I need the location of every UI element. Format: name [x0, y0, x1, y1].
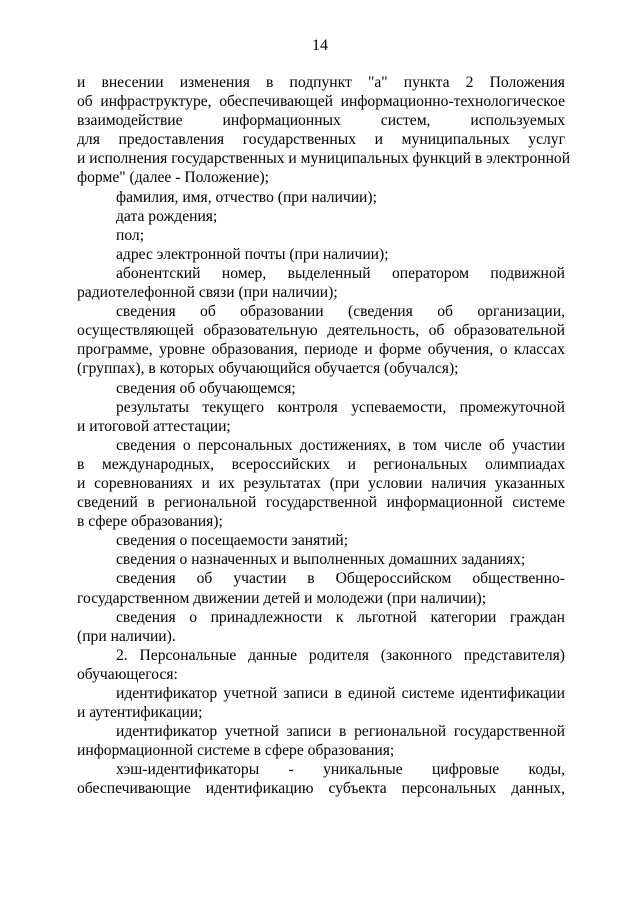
text-line: сведения о принадлежности к льготной категории граждан	[116, 608, 565, 626]
text-line: для предоставления государственных и муниципальных услуг	[77, 131, 565, 149]
text-line: об инфраструктуре, обеспечивающей информационно-технологическое	[77, 93, 565, 111]
text-line: и итоговой аттестации;	[77, 417, 231, 435]
text-line: сведения о назначенных и выполненных домашних заданиях;	[116, 551, 526, 569]
text-line: осуществляющей образовательную деятельность, об образовательной	[77, 322, 565, 340]
text-line: сведений в региональной государственной информационной системе	[77, 494, 565, 512]
text-line: государственном движении детей и молодежи (при наличии);	[77, 589, 487, 607]
document-body	[77, 73, 571, 799]
text-line: информационной системе в сфере образования;	[77, 742, 395, 760]
text-line: форме" (далее - Положение);	[77, 169, 269, 187]
text-line: 2. Персональные данные родителя (законного представителя)	[116, 646, 565, 664]
text-line: программе, уровне образования, периоде и форме обучения, о классах	[77, 341, 565, 359]
text-line: и соревнованиях и их результатах (при условии наличия указанных	[77, 474, 565, 492]
text-line: идентификатор учетной записи в региональной государственной	[116, 723, 565, 741]
text-line: сведения об образовании (сведения об организации,	[116, 303, 565, 321]
text-line: и внесении изменения в подпункт "а" пункта 2 Положения	[77, 74, 565, 91]
text-line: обучающегося:	[77, 665, 178, 683]
text-line: сведения о персональных достижениях, в том числе об участии	[116, 436, 565, 454]
text-line: сведения об участии в Общероссийском общественно-	[116, 570, 565, 588]
text-line: результаты текущего контроля успеваемости, промежуточной	[116, 398, 565, 416]
text-line: в сфере образования);	[77, 513, 223, 531]
text-line: пол;	[116, 226, 145, 244]
text-line: сведения о посещаемости занятий;	[116, 532, 349, 550]
text-line: (группах), в которых обучающийся обучается (обучался);	[77, 360, 459, 378]
text-line: хэш-идентификаторы - уникальные цифровые коды,	[116, 761, 565, 779]
text-line: и аутентификации;	[77, 704, 203, 722]
text-line: взаимодействие информационных систем, используемых	[77, 112, 565, 130]
text-line: абонентский номер, выделенный оператором подвижной	[116, 264, 565, 282]
text-line: в международных, всероссийских и региональных олимпиадах	[77, 455, 565, 473]
text-line: (при наличии).	[77, 627, 176, 645]
text-line: сведения об обучающемся;	[116, 379, 296, 397]
text-line: радиотелефонной связи (при наличии);	[77, 284, 338, 302]
text-line: адрес электронной почты (при наличии);	[116, 245, 389, 263]
text-line: обеспечивающие идентификацию субъекта персональных данных,	[77, 780, 565, 798]
text-line: и исполнения государственных и муниципальных функций в электронной	[77, 150, 571, 168]
text-line: дата рождения;	[116, 207, 218, 225]
text-line: фамилия, имя, отчество (при наличии);	[116, 188, 377, 206]
page-number: 14	[312, 37, 328, 54]
text-line: идентификатор учетной записи в единой системе идентификации	[116, 685, 565, 702]
